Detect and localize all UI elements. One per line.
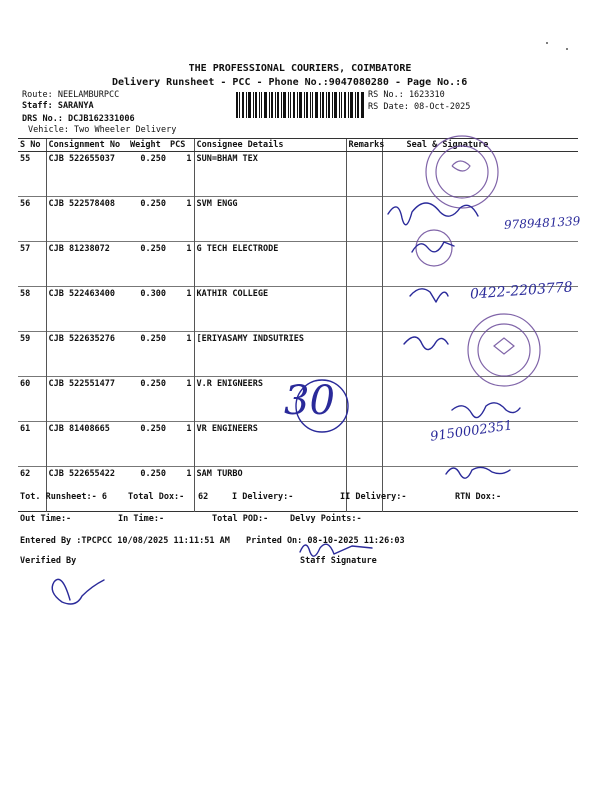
row-consignee: KATHIR COLLEGE <box>194 287 346 332</box>
row-seal-signature <box>382 242 578 287</box>
row-remarks <box>346 422 382 467</box>
handwritten-phone-56: 9789481339 <box>503 214 581 232</box>
row-consignee: [ERIYASAMY INDSUTRIES <box>194 332 346 377</box>
row-pcs: 1 <box>186 469 192 479</box>
row-seal-signature <box>382 332 578 377</box>
row-seal-signature <box>382 377 578 422</box>
row-sno: 60 <box>20 379 31 389</box>
col-weight: Weight <box>128 139 168 152</box>
row-pcs: 1 <box>186 289 192 299</box>
col-seal-signature: Seal & Signature <box>382 139 578 152</box>
handwritten-phone-61: 9150002351 <box>429 418 514 445</box>
row-consignee: SVM ENGG <box>194 197 346 242</box>
col-pcs: PCS <box>168 139 194 152</box>
row-consignment: CJB 522578408 <box>46 197 128 242</box>
staff-signature-label: Staff Signature <box>300 556 377 566</box>
row-sno: 59 <box>20 334 31 344</box>
runsheet-table <box>18 138 578 512</box>
printed-on: Printed On: 08-10-2025 11:26:03 <box>246 536 405 546</box>
row-consignment: CJB 522655037 <box>46 152 128 197</box>
row-consignment: CJB 522655422 <box>46 467 128 512</box>
table-row <box>18 242 578 287</box>
row-weight: 0.250 <box>140 424 166 434</box>
handwritten-phone-58: 0422-2203778 <box>469 279 574 303</box>
handwritten-total: 30 <box>284 378 335 424</box>
table-row <box>18 197 578 242</box>
row-weight: 0.300 <box>140 289 166 299</box>
staff-label: Staff: SARANYA <box>22 101 94 111</box>
rtn-dox: RTN Dox:- <box>455 492 502 502</box>
row-remarks <box>346 332 382 377</box>
row-remarks <box>346 242 382 287</box>
total-dox-value: 62 <box>198 492 209 502</box>
ii-delivery: II Delivery:- <box>340 492 407 502</box>
table-header <box>18 139 578 152</box>
route-label: Route: NEELAMBURPCC <box>22 90 120 100</box>
rs-date: RS Date: 08-Oct-2025 <box>368 102 471 112</box>
row-sno: 55 <box>20 154 31 164</box>
col-remarks: Remarks <box>346 139 382 152</box>
row-seal-signature <box>382 467 578 512</box>
table-row <box>18 467 578 512</box>
row-consignee: VR ENGINEERS <box>194 422 346 467</box>
speck <box>566 48 568 50</box>
row-sno: 56 <box>20 199 31 209</box>
speck <box>546 42 548 44</box>
row-weight: 0.250 <box>140 199 166 209</box>
vehicle-label: Vehicle: Two Wheeler Delivery <box>28 125 177 135</box>
verified-signature-ink <box>52 579 104 604</box>
out-time: Out Time:- <box>20 514 72 524</box>
col-consignment: Consignment No <box>46 139 128 152</box>
in-time: In Time:- <box>118 514 165 524</box>
row-pcs: 1 <box>186 199 192 209</box>
row-sno: 61 <box>20 424 31 434</box>
row-consignee: SAM TURBO <box>194 467 346 512</box>
total-pod: Total POD:- <box>212 514 269 524</box>
row-consignee: SUN=BHAM TEX <box>194 152 346 197</box>
row-consignment: CJB 522635276 <box>46 332 128 377</box>
row-remarks <box>346 152 382 197</box>
row-seal-signature <box>382 152 578 197</box>
row-consignment: CJB 81238072 <box>46 242 128 287</box>
delvy-points: Delvy Points:- <box>290 514 362 524</box>
row-sno: 58 <box>20 289 31 299</box>
row-pcs: 1 <box>186 379 192 389</box>
table-row <box>18 152 578 197</box>
barcode-icon <box>236 92 364 118</box>
entered-by: Entered By :TPCPCC 10/08/2025 11:11:51 AM <box>20 536 230 546</box>
rs-number: RS No.: 1623310 <box>368 90 445 100</box>
col-consignee: Consignee Details <box>194 139 346 152</box>
row-consignee: G TECH ELECTRODE <box>194 242 346 287</box>
row-remarks <box>346 467 382 512</box>
row-pcs: 1 <box>186 154 192 164</box>
row-weight: 0.250 <box>140 244 166 254</box>
row-weight: 0.250 <box>140 379 166 389</box>
table-row <box>18 332 578 377</box>
company-title: THE PROFESSIONAL COURIERS, COIMBATORE <box>188 63 412 74</box>
row-consignment: CJB 81408665 <box>46 422 128 467</box>
row-sno: 57 <box>20 244 31 254</box>
row-pcs: 1 <box>186 424 192 434</box>
row-pcs: 1 <box>186 334 192 344</box>
row-remarks <box>346 287 382 332</box>
runsheet-subtitle: Delivery Runsheet - PCC - Phone No.:9047080280 - Page No.:6 <box>112 77 468 88</box>
row-weight: 0.250 <box>140 469 166 479</box>
row-weight: 0.250 <box>140 334 166 344</box>
row-consignment: CJB 522551477 <box>46 377 128 422</box>
row-remarks <box>346 197 382 242</box>
col-sno: S No <box>18 139 46 152</box>
verified-by: Verified By <box>20 556 77 566</box>
row-weight: 0.250 <box>140 154 166 164</box>
total-dox-label: Total Dox:- <box>128 492 185 502</box>
total-runsheet: Tot. Runsheet:- 6 <box>20 492 107 502</box>
i-delivery: I Delivery:- <box>232 492 294 502</box>
row-sno: 62 <box>20 469 31 479</box>
row-pcs: 1 <box>186 244 192 254</box>
drs-number: DRS No.: DCJB162331006 <box>22 114 135 124</box>
row-consignment: CJB 522463400 <box>46 287 128 332</box>
row-consignee: V.R ENIGNEERS <box>194 377 346 422</box>
row-remarks <box>346 377 382 422</box>
